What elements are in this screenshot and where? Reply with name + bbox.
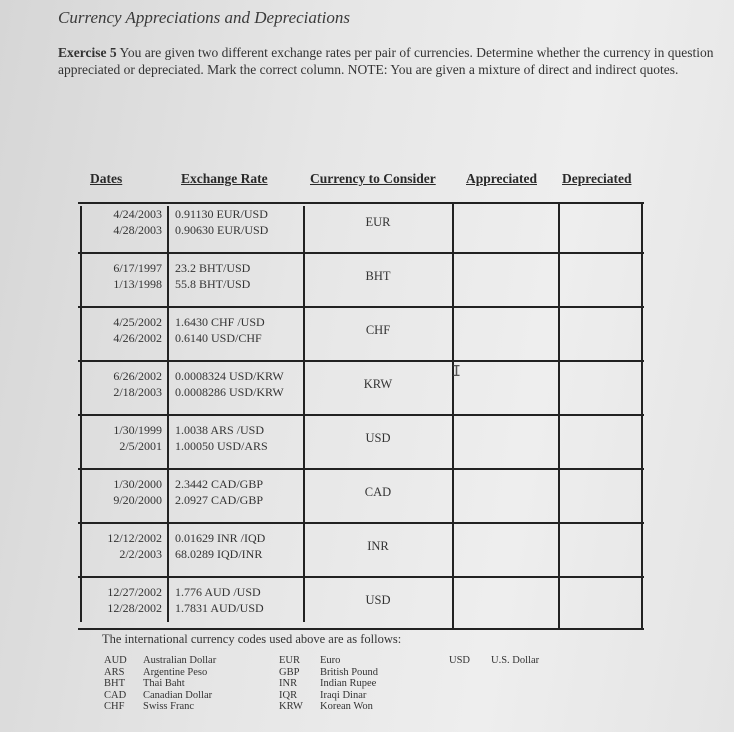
- exercise-instructions: [58, 44, 718, 78]
- date-value: 1/30/2000: [113, 477, 162, 491]
- currency-name: Iraqi Dinar: [320, 689, 367, 701]
- currency-code: GBP: [279, 666, 300, 678]
- exchange-rate-cell: [175, 368, 300, 400]
- date-cell: [82, 206, 162, 238]
- currency-to-consider-cell: CAD: [364, 485, 392, 499]
- depreciated-checkbox-cell[interactable]: [562, 312, 640, 358]
- depreciated-checkbox-cell[interactable]: [562, 366, 640, 412]
- exchange-rate-value: 2.3442 CAD/GBP: [175, 477, 264, 491]
- exchange-rate-value: 0.0008286 USD/KRW: [175, 385, 284, 399]
- currency-name: Thai Baht: [143, 678, 185, 689]
- exercise-text: You are given two different exchange rates per pair of currencies. Determine whether the currency in question appreciated or depreciated. Mark the correct column. NOTE: You are given a mixture of direct and indirect quotes.: [58, 45, 714, 77]
- currency-code: AUD: [104, 655, 127, 666]
- currency-code: USD: [449, 655, 471, 666]
- date-value: 2/5/2001: [119, 439, 162, 453]
- currency-to-consider-cell: INR: [367, 539, 389, 553]
- page-title: Currency Appreciations and Depreciations: [58, 8, 350, 27]
- header-currency: Currency to Consider: [310, 171, 436, 186]
- appreciated-checkbox-cell[interactable]: [456, 258, 556, 304]
- exchange-rate-value: 0.91130 EUR/USD: [175, 207, 268, 221]
- date-value: 12/27/2002: [107, 585, 162, 599]
- depreciated-checkbox-cell[interactable]: [562, 420, 640, 466]
- exchange-rate-value: 0.01629 INR /IQD: [175, 531, 266, 545]
- date-value: 12/28/2002: [107, 601, 162, 615]
- currency-to-consider-cell: CHF: [365, 323, 391, 337]
- appreciated-checkbox-cell[interactable]: [456, 528, 556, 574]
- date-value: 1/13/1998: [113, 277, 162, 291]
- appreciated-checkbox-cell[interactable]: [456, 474, 556, 520]
- date-cell: [82, 530, 162, 562]
- date-value: 12/12/2002: [107, 531, 162, 545]
- date-cell: [82, 584, 162, 616]
- exchange-rate-value: 2.0927 CAD/GBP: [175, 493, 264, 507]
- exchange-rate-value: 1.776 AUD /USD: [175, 585, 261, 599]
- currency-name: Euro: [320, 655, 341, 666]
- date-value: 6/17/1997: [113, 261, 162, 275]
- currency-code: EUR: [279, 655, 300, 666]
- header-depreciated: Depreciated: [562, 171, 632, 186]
- date-cell: [82, 476, 162, 508]
- date-cell: [82, 314, 162, 346]
- exchange-rate-value: 0.0008324 USD/KRW: [175, 369, 284, 383]
- currency-code: IQR: [279, 689, 298, 701]
- exchange-rate-cell: [175, 584, 300, 616]
- exchange-rate-value: 23.2 BHT/USD: [175, 261, 251, 275]
- exchange-rate-cell: [175, 530, 300, 562]
- currency-to-consider-cell: EUR: [365, 215, 391, 229]
- date-value: 2/18/2003: [113, 385, 162, 399]
- table-column-divider: [641, 202, 643, 628]
- date-cell: [82, 422, 162, 454]
- exchange-rate-cell: [175, 260, 300, 292]
- currency-code: CHF: [104, 701, 125, 712]
- appreciated-checkbox-cell[interactable]: [456, 366, 556, 412]
- exchange-rate-value: 1.00050 USD/ARS: [175, 439, 268, 453]
- currency-name: Canadian Dollar: [143, 689, 213, 701]
- currency-name: British Pound: [320, 666, 379, 678]
- date-value: 6/26/2002: [113, 369, 162, 383]
- header-appreciated: Appreciated: [466, 171, 537, 186]
- currency-name: Australian Dollar: [143, 655, 217, 666]
- table-column-divider: [558, 202, 560, 628]
- currency-code: KRW: [279, 701, 303, 712]
- currency-name: U.S. Dollar: [491, 655, 540, 666]
- legend-title: The international currency codes used above are as follows:: [102, 632, 402, 646]
- date-value: 4/28/2003: [113, 223, 162, 237]
- date-value: 4/25/2002: [113, 315, 162, 329]
- table-row-divider: [78, 628, 644, 630]
- appreciated-checkbox-cell[interactable]: [456, 582, 556, 628]
- table-column-divider: [303, 206, 305, 622]
- currency-to-consider-cell: BHT: [365, 269, 391, 283]
- text-cursor-icon: I: [452, 362, 462, 380]
- header-dates: Dates: [90, 171, 123, 186]
- exchange-rate-cell: [175, 476, 300, 508]
- currency-code: BHT: [104, 678, 125, 689]
- date-value: 4/26/2002: [113, 331, 162, 345]
- currency-code: ARS: [104, 666, 125, 678]
- exchange-rate-value: 1.6430 CHF /USD: [175, 315, 265, 329]
- depreciated-checkbox-cell[interactable]: [562, 474, 640, 520]
- date-value: 1/30/1999: [113, 423, 162, 437]
- table-column-divider: [452, 202, 454, 628]
- currency-name: Indian Rupee: [320, 678, 377, 689]
- table-column-divider: [167, 206, 169, 622]
- currency-code: INR: [279, 678, 298, 689]
- currency-name: Korean Won: [320, 701, 373, 712]
- exchange-rate-cell: [175, 422, 300, 454]
- currency-name: Swiss Franc: [143, 701, 195, 712]
- currency-name: Argentine Peso: [143, 666, 208, 678]
- currency-to-consider-cell: USD: [365, 593, 391, 607]
- currency-code: CAD: [104, 689, 127, 701]
- exercise-label: Exercise 5: [58, 45, 117, 60]
- appreciated-checkbox-cell[interactable]: [456, 420, 556, 466]
- date-value: 9/20/2000: [113, 493, 162, 507]
- exchange-rate-value: 1.0038 ARS /USD: [175, 423, 265, 437]
- appreciated-checkbox-cell[interactable]: [456, 204, 556, 250]
- depreciated-checkbox-cell[interactable]: [562, 582, 640, 628]
- currency-to-consider-cell: KRW: [363, 377, 393, 391]
- exchange-rate-value: 0.6140 USD/CHF: [175, 331, 262, 345]
- depreciated-checkbox-cell[interactable]: [562, 258, 640, 304]
- depreciated-checkbox-cell[interactable]: [562, 528, 640, 574]
- exchange-rate-value: 1.7831 AUD/USD: [175, 601, 264, 615]
- appreciated-checkbox-cell[interactable]: [456, 312, 556, 358]
- exchange-rate-value: 55.8 BHT/USD: [175, 277, 251, 291]
- exchange-rate-cell: [175, 314, 300, 346]
- exchange-rate-value: 0.90630 EUR/USD: [175, 223, 269, 237]
- depreciated-checkbox-cell[interactable]: [562, 204, 640, 250]
- exchange-rate-value: 68.0289 IQD/INR: [175, 547, 263, 561]
- header-exchange-rate: Exchange Rate: [181, 171, 268, 186]
- date-cell: [82, 368, 162, 400]
- date-cell: [82, 260, 162, 292]
- currency-to-consider-cell: USD: [365, 431, 391, 445]
- date-value: 2/2/2003: [119, 547, 162, 561]
- exchange-rate-cell: [175, 206, 300, 238]
- date-value: 4/24/2003: [113, 207, 162, 221]
